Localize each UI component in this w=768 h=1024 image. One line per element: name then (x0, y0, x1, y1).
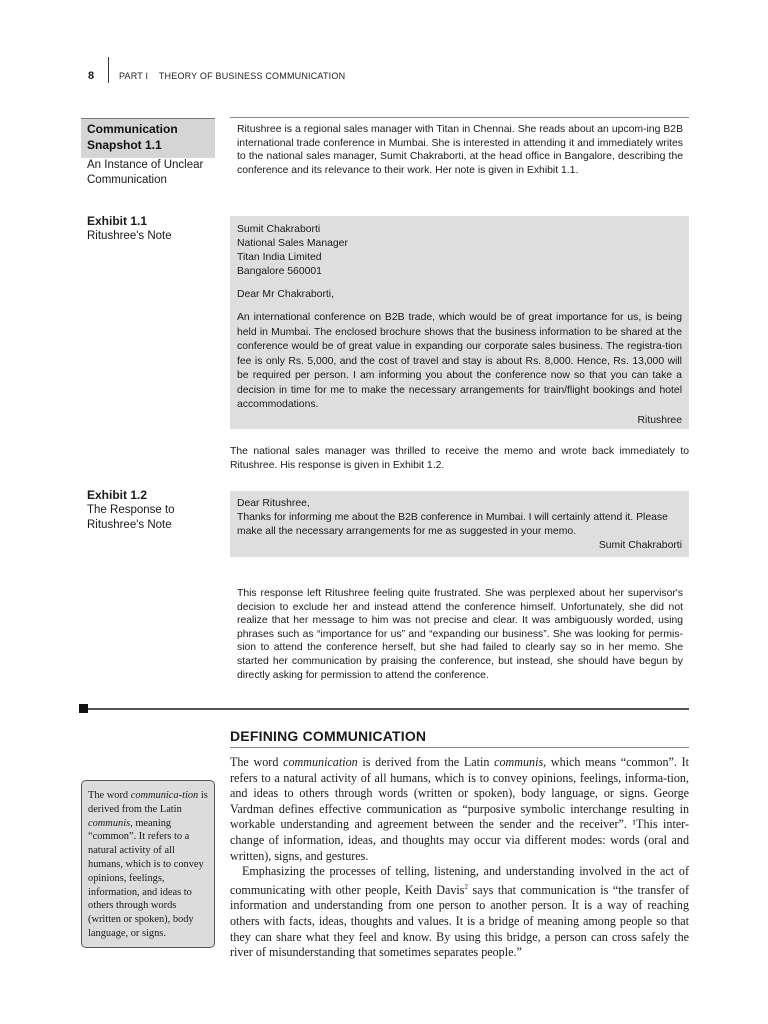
exhibit-2-label (87, 488, 215, 533)
exhibit-2-title: Exhibit 1.2 (87, 488, 148, 502)
response-signature: Sumit Chakraborti (598, 540, 682, 551)
exhibit-1-title: Exhibit 1.1 (87, 214, 148, 228)
response-salutation: Dear Ritushree, (237, 498, 310, 509)
heading-underline (230, 747, 689, 748)
snapshot-title: Communication Snapshot 1.1 (87, 122, 178, 152)
address-line: Sumit Chakraborti (237, 224, 321, 235)
note-signature: Ritushree (637, 414, 682, 426)
section-body (230, 755, 689, 961)
body-paragraph-1: The word communication is derived from the Latin communis, which means “common”. It refers to a natural activity of all humans, which is to convey opinions, feelings, informa-tion, and ideas to others through words (written or spoken), body language, or signs. George Vardman defines effective communication as “purposive symbolic interchange resulting in workable understanding and agreement between the sender and the receiver”. ¹This inter-change of information, ideas, and thoughts may occur via different modes: words (oral and written), signs, and gestures. (230, 755, 689, 863)
page-number: 8 (88, 70, 95, 82)
exhibit-2-response (230, 491, 689, 557)
section-heading: DEFINING COMMUNICATION (230, 728, 427, 744)
section-divider (88, 708, 689, 710)
emphasis: communica-tion (130, 790, 199, 801)
snapshot-label-box (81, 118, 215, 158)
address-line: Bangalore 560001 (237, 266, 322, 277)
exhibit-1-subtitle: Ritushree's Note (87, 230, 172, 242)
section-marker (79, 704, 88, 713)
footnote-ref: 2 (464, 882, 468, 891)
header-divider (108, 57, 109, 83)
snapshot-subtitle: An Instance of Unclear Communication (87, 159, 204, 186)
body-paragraph-2: Emphasizing the processes of telling, listening, and understanding involved in the act of communicating with other people, Keith Davis$^2$ says that communication is “the transfer of information and understanding from one person to another person. It is a way of reaching others with facts, ideas, thoughts and values. It is a bridge of meaning among people so that they can share what they feel and know. By using this bridge, a person can cross safely the river of misunderstanding that sometimes separates people.” (230, 864, 689, 960)
conclusion-paragraph: This response left Ritushree feeling quite frustrated. She was perplexed about her supervisor's decision to exclude her and instead attend the conference himself. Unfortunately, she did not realize that her message to him was not precise and clear. It was ambiguously worded, using phrases such as “importance for us” and “expanding our business”. She was looking for permis-sion to attend the conference herself, but she had failed to clearly say so in her memo. She started her communication by praising the conference, but instead, she should have begun by directly asking for permission to attend the conference. (237, 588, 683, 681)
part-title: PART I THEORY OF BUSINESS COMMUNICATION (119, 71, 346, 81)
running-head (88, 66, 345, 86)
emphasis: communication (283, 755, 358, 769)
response-body: Thanks for informing me about the B2B conference in Mumbai. I will certainly attend it. Please make all the necessary arrangements for me as suggested in your memo. (237, 512, 668, 537)
exhibit-1-label (87, 214, 215, 244)
emphasis: communis (494, 755, 544, 769)
margin-note: The word communica-tion is derived from the Latin communis, meaning “common”. It refers to a natural activity of all humans, which is to convey opinions, feelings, information, and ideas to others through words (written or spoken), body language, or signs. (81, 780, 215, 948)
exhibit-1-note (230, 216, 689, 429)
snapshot-intro: Ritushree is a regional sales manager with Titan in Chennai. She reads about an upcom-ing B2B international trade conference in Mumbai. She is interested in attending it and immediately writes to the national sales manager, Sumit Chakraborti, at the head office in Bangalore, describing the conference and its relevance to their work. Her note is given in Exhibit 1.1. (237, 124, 683, 176)
note-body: An international conference on B2B trade, which would be of great importance for us, is being held in Mumbai. The enclosed brochure shows that the business information to be shared at the conference would be of great value in expanding our corporate sales business. The registra-tion fee is only Rs. 5,000, and the cost of travel and stay is about Rs. 8,000. Hence, Rs. 13,000 will be required per person. I am informing you about the conference now so that you can take a decision in time for me to make the necessary arrangements for train/flight bookings and hotel accommodations. (237, 312, 682, 410)
note-salutation: Dear Mr Chakraborti, (237, 289, 335, 300)
between-paragraph: The national sales manager was thrilled to receive the memo and wrote back immediately to Ritushree. His response is given in Exhibit 1.2. (230, 446, 689, 471)
address-line: National Sales Manager (237, 238, 348, 249)
exhibit-2-subtitle: The Response to Ritushree's Note (87, 504, 175, 531)
snapshot-top-rule (230, 117, 689, 118)
emphasis: communis (88, 817, 131, 829)
address-line: Titan India Limited (237, 252, 322, 263)
